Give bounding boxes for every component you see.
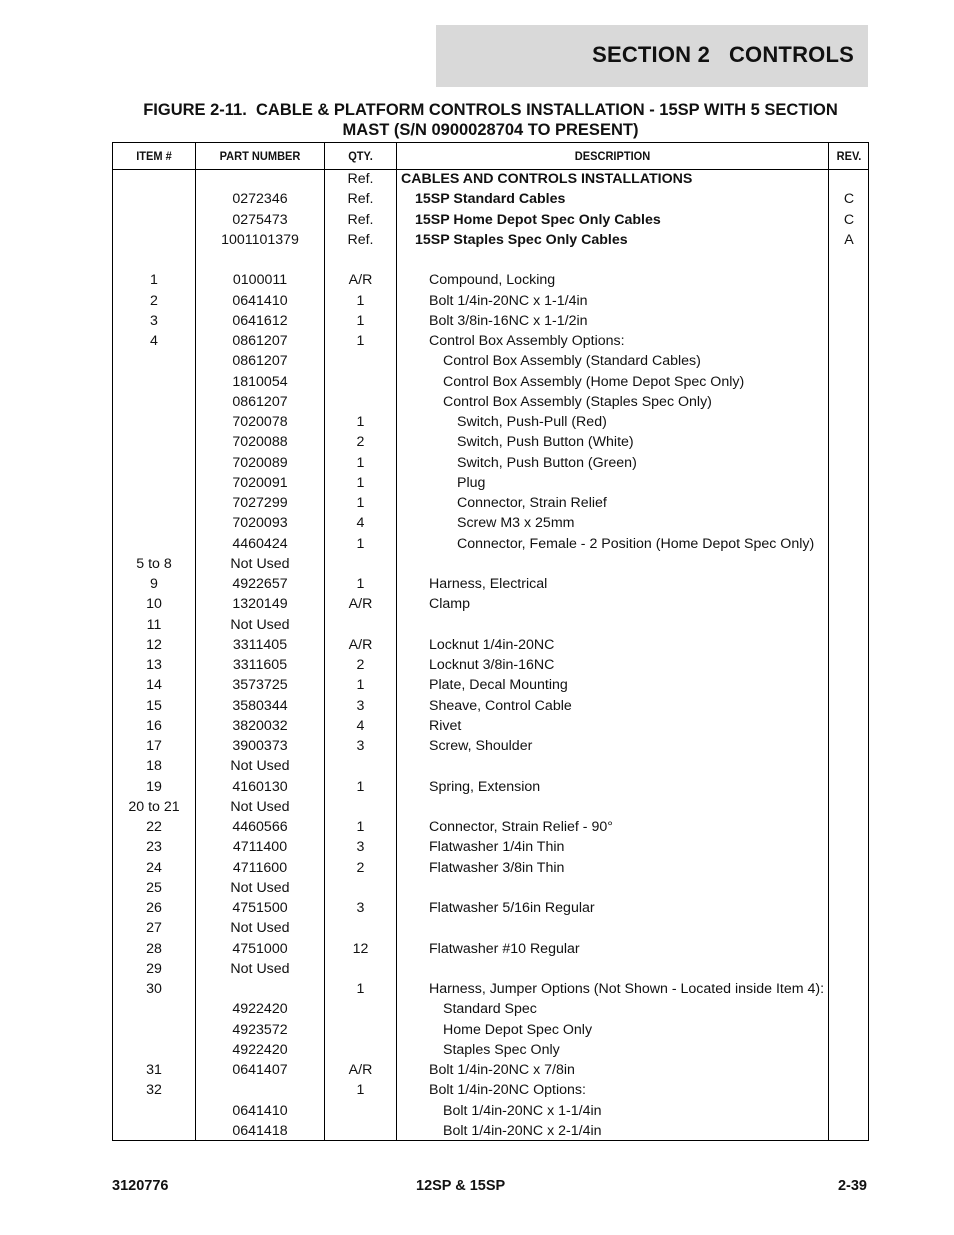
qty-cell: 3: [356, 839, 365, 856]
table-body: [113, 169, 868, 1141]
table-row: [113, 837, 868, 857]
part-number-cell: 3900373: [232, 738, 288, 754]
part-number-cell: Not Used: [230, 758, 290, 775]
table-row: [113, 230, 868, 250]
description-cell: Staples Spec Only: [443, 1041, 560, 1058]
item-cell: 23: [146, 839, 162, 856]
part-number-cell: Not Used: [230, 960, 290, 977]
table-row: [113, 655, 868, 675]
item-cell: 3: [150, 312, 158, 329]
part-number-cell: 7020089: [232, 454, 288, 471]
table-row: [113, 817, 868, 837]
item-cell: 9: [150, 576, 158, 592]
qty-cell: 1: [356, 677, 365, 694]
item-cell: 30: [146, 981, 162, 997]
description-cell: Sheave, Control Cable: [429, 697, 572, 714]
qty-cell: Ref.: [347, 191, 374, 208]
header-part-number: PART NUMBER: [219, 149, 301, 163]
description-cell: CABLES AND CONTROLS INSTALLATIONS: [401, 171, 693, 187]
table-row: [113, 898, 868, 918]
qty-cell: 1: [356, 454, 365, 471]
table-row: [113, 615, 868, 635]
qty-cell: 1: [356, 981, 365, 997]
part-number-cell: 4922420: [232, 1041, 288, 1058]
description-cell: Home Depot Spec Only: [443, 1021, 593, 1038]
description-cell: Connector, Strain Relief - 90°: [429, 819, 613, 835]
table-row: [113, 432, 868, 452]
table-row: [113, 858, 868, 878]
table-row: [113, 1060, 868, 1080]
description-cell: Control Box Assembly (Home Depot Spec Only): [443, 373, 745, 390]
part-number-cell: 7020078: [232, 414, 288, 430]
qty-cell: 1: [356, 1082, 365, 1099]
part-number-cell: 0272346: [232, 191, 288, 208]
table-row: [113, 777, 868, 797]
part-number-cell: 7027299: [232, 495, 288, 511]
table-row: [113, 1121, 868, 1141]
table-row: [113, 1101, 868, 1121]
table-row: [113, 574, 868, 594]
table-row: [113, 291, 868, 311]
item-cell: 5 to 8: [136, 555, 172, 572]
item-cell: 26: [146, 900, 162, 916]
item-cell: 4: [150, 333, 158, 349]
qty-cell: 1: [356, 495, 365, 511]
qty-cell: 3: [356, 738, 365, 754]
part-number-cell: 0861207: [232, 393, 288, 410]
qty-cell: 12: [352, 940, 369, 957]
section-title: SECTION 2 CONTROLS: [592, 42, 854, 67]
description-cell: Connector, Strain Relief: [457, 495, 607, 511]
item-cell: 12: [146, 636, 162, 653]
table-row: [113, 493, 868, 513]
description-cell: Bolt 1/4in-20NC x 1-1/4in: [429, 292, 588, 309]
table-row: [113, 250, 868, 270]
item-cell: 19: [146, 778, 162, 795]
part-number-cell: Not Used: [230, 616, 290, 633]
part-number-cell: 4160130: [232, 778, 288, 795]
description-cell: Control Box Assembly (Staples Spec Only): [443, 393, 712, 410]
footer-doc-number: 3120776: [112, 1178, 169, 1194]
qty-cell: 1: [356, 778, 365, 795]
qty-cell: A/R: [348, 596, 373, 613]
part-number-cell: 4460424: [232, 535, 288, 552]
part-number-cell: 3580344: [232, 697, 288, 714]
item-cell: 17: [146, 738, 162, 754]
part-number-cell: 4460566: [232, 819, 288, 835]
table-row: [113, 736, 868, 756]
table-row: [113, 878, 868, 898]
item-cell: 1: [150, 272, 158, 289]
table-row: [113, 918, 868, 938]
part-number-cell: 1320149: [232, 596, 288, 613]
qty-cell: 1: [356, 414, 365, 430]
part-number-cell: 1001101379: [221, 231, 299, 248]
description-cell: Compound, Locking: [429, 272, 556, 289]
part-number-cell: 7020088: [232, 434, 288, 451]
table-row: [113, 1080, 868, 1100]
item-cell: 2: [150, 292, 158, 309]
qty-cell: A/R: [348, 1062, 373, 1078]
part-number-cell: 7020091: [232, 474, 288, 491]
table-row: [113, 999, 868, 1019]
description-cell: Plate, Decal Mounting: [429, 677, 568, 694]
table-row: [113, 675, 868, 695]
description-cell: Flatwasher 5/16in Regular: [429, 900, 595, 916]
qty-cell: 3: [356, 900, 365, 916]
table-row: [113, 696, 868, 716]
item-cell: 13: [146, 657, 162, 673]
description-cell: Locknut 3/8in-16NC: [429, 657, 555, 673]
table-row: [113, 1020, 868, 1040]
description-cell: Bolt 1/4in-20NC x 1-1/4in: [443, 1102, 602, 1119]
table-row: [113, 534, 868, 554]
description-cell: Control Box Assembly (Standard Cables): [443, 353, 701, 370]
footer-page-number: 2-39: [837, 1178, 867, 1194]
qty-cell: 1: [356, 312, 365, 329]
description-cell: 15SP Standard Cables: [415, 191, 566, 208]
footer-models: 12SP & 15SP: [416, 1178, 506, 1194]
description-cell: Control Box Assembly Options:: [429, 333, 625, 349]
part-number-cell: 0100011: [232, 272, 288, 289]
qty-cell: 2: [356, 657, 365, 673]
part-number-cell: 0861207: [232, 353, 288, 370]
part-number-cell: 3311405: [232, 636, 288, 653]
part-number-cell: 0641407: [232, 1062, 288, 1078]
item-cell: 27: [146, 920, 162, 937]
table-row: [113, 513, 868, 533]
description-cell: Locknut 1/4in-20NC: [429, 636, 555, 653]
item-cell: 16: [146, 717, 162, 734]
item-cell: 10: [146, 596, 162, 613]
description-cell: Connector, Female - 2 Position (Home Depot Spec Only): [457, 535, 815, 552]
qty-cell: 1: [356, 819, 365, 835]
part-number-cell: Not Used: [230, 555, 290, 572]
qty-cell: 4: [356, 515, 365, 532]
part-number-cell: 0641612: [232, 312, 288, 329]
table-row: [113, 392, 868, 412]
table-row: [113, 169, 868, 189]
table-row: [113, 189, 868, 209]
part-number-cell: Not Used: [230, 879, 290, 896]
item-cell: 31: [146, 1062, 162, 1078]
header-item: ITEM #: [136, 149, 172, 163]
table-row: [113, 554, 868, 574]
qty-cell: 3: [356, 697, 365, 714]
part-number-cell: 0641410: [232, 292, 288, 309]
item-cell: 25: [146, 879, 162, 896]
qty-cell: 1: [356, 474, 365, 491]
part-number-cell: 3820032: [232, 717, 288, 734]
table-row: [113, 939, 868, 959]
description-cell: Bolt 1/4in-20NC x 7/8in: [429, 1062, 575, 1078]
table-row: [113, 959, 868, 979]
description-cell: Clamp: [429, 596, 470, 613]
part-number-cell: Not Used: [230, 798, 290, 815]
part-number-cell: 4922420: [232, 1001, 288, 1018]
figure-title-line-2: MAST (S/N 0900028704 TO PRESENT): [342, 121, 639, 139]
figure-title: [112, 100, 869, 140]
qty-cell: Ref.: [347, 171, 374, 187]
header-rev: REV.: [836, 149, 862, 163]
description-cell: Bolt 3/8in-16NC x 1-1/2in: [429, 312, 588, 329]
part-number-cell: 1810054: [232, 373, 288, 390]
table-row: [113, 797, 868, 817]
item-cell: 11: [146, 616, 162, 633]
item-cell: 15: [146, 697, 162, 714]
table-row: [113, 270, 868, 290]
description-cell: Flatwasher #10 Regular: [429, 940, 580, 957]
qty-cell: 1: [356, 535, 365, 552]
qty-cell: Ref.: [347, 211, 374, 228]
part-number-cell: 0641418: [232, 1122, 288, 1139]
rev-cell: C: [843, 191, 855, 208]
rev-cell: A: [844, 231, 854, 248]
rev-cell: C: [843, 211, 855, 228]
table-row: [113, 756, 868, 776]
qty-cell: A/R: [348, 636, 373, 653]
description-cell: Flatwasher 1/4in Thin: [429, 839, 565, 856]
description-cell: 15SP Home Depot Spec Only Cables: [415, 211, 661, 228]
description-cell: Standard Spec: [443, 1001, 537, 1018]
description-cell: 15SP Staples Spec Only Cables: [415, 231, 628, 248]
section-header-box: [436, 25, 868, 87]
description-cell: Switch, Push Button (White): [457, 434, 634, 451]
description-cell: Flatwasher 3/8in Thin: [429, 859, 565, 876]
item-cell: 29: [146, 960, 162, 977]
item-cell: 20 to 21: [128, 798, 180, 815]
description-cell: Rivet: [429, 717, 462, 734]
qty-cell: A/R: [348, 272, 373, 289]
description-cell: Spring, Extension: [429, 778, 541, 795]
part-number-cell: 0861207: [232, 333, 288, 349]
table-row: [113, 473, 868, 493]
table-row: [113, 372, 868, 392]
part-number-cell: 3573725: [232, 677, 288, 694]
description-cell: Bolt 1/4in-20NC x 2-1/4in: [443, 1122, 602, 1139]
description-cell: Harness, Jumper Options (Not Shown - Located inside Item 4):: [429, 981, 825, 997]
part-number-cell: 4711600: [232, 859, 288, 876]
header-qty: QTY.: [348, 149, 373, 163]
qty-cell: Ref.: [347, 231, 374, 248]
qty-cell: 1: [356, 292, 365, 309]
item-cell: 32: [146, 1082, 162, 1099]
qty-cell: 2: [356, 434, 365, 451]
table-row: [113, 453, 868, 473]
part-number-cell: 4711400: [232, 839, 288, 856]
table-row: [113, 979, 868, 999]
table-row: [113, 716, 868, 736]
part-number-cell: 7020093: [232, 515, 288, 532]
description-cell: Harness, Electrical: [429, 576, 548, 592]
part-number-cell: 3311605: [232, 657, 288, 673]
qty-cell: 4: [356, 717, 365, 734]
table-row: [113, 331, 868, 351]
part-number-cell: 4922657: [232, 576, 288, 592]
table-header: [113, 143, 868, 170]
qty-cell: 1: [356, 576, 365, 592]
table-row: [113, 210, 868, 230]
part-number-cell: 4751500: [232, 900, 288, 916]
table-row: [113, 635, 868, 655]
table-row: [113, 351, 868, 371]
table-row: [113, 412, 868, 432]
qty-cell: 1: [356, 333, 365, 349]
item-cell: 24: [146, 859, 162, 876]
item-cell: 18: [146, 758, 162, 775]
description-cell: Bolt 1/4in-20NC Options:: [429, 1082, 586, 1099]
table-row: [113, 594, 868, 614]
figure-title-line-1: FIGURE 2-11. CABLE & PLATFORM CONTROLS INSTALLATION - 15SP WITH 5 SECTION: [143, 101, 838, 119]
qty-cell: 2: [356, 859, 365, 876]
part-number-cell: Not Used: [230, 920, 290, 937]
item-cell: 14: [146, 677, 162, 694]
part-number-cell: 4751000: [232, 940, 288, 957]
description-cell: Switch, Push-Pull (Red): [457, 414, 607, 430]
part-number-cell: 4923572: [232, 1021, 288, 1038]
header-description: DESCRIPTION: [574, 149, 651, 163]
item-cell: 22: [146, 819, 162, 835]
description-cell: Switch, Push Button (Green): [457, 454, 637, 471]
description-cell: Screw M3 x 25mm: [457, 515, 575, 532]
part-number-cell: 0275473: [232, 211, 288, 228]
item-cell: 28: [146, 940, 162, 957]
description-cell: Screw, Shoulder: [429, 738, 533, 754]
part-number-cell: 0641410: [232, 1102, 288, 1119]
parts-table: [112, 142, 869, 1141]
table-row: [113, 311, 868, 331]
description-cell: Plug: [457, 474, 486, 491]
table-row: [113, 1040, 868, 1060]
